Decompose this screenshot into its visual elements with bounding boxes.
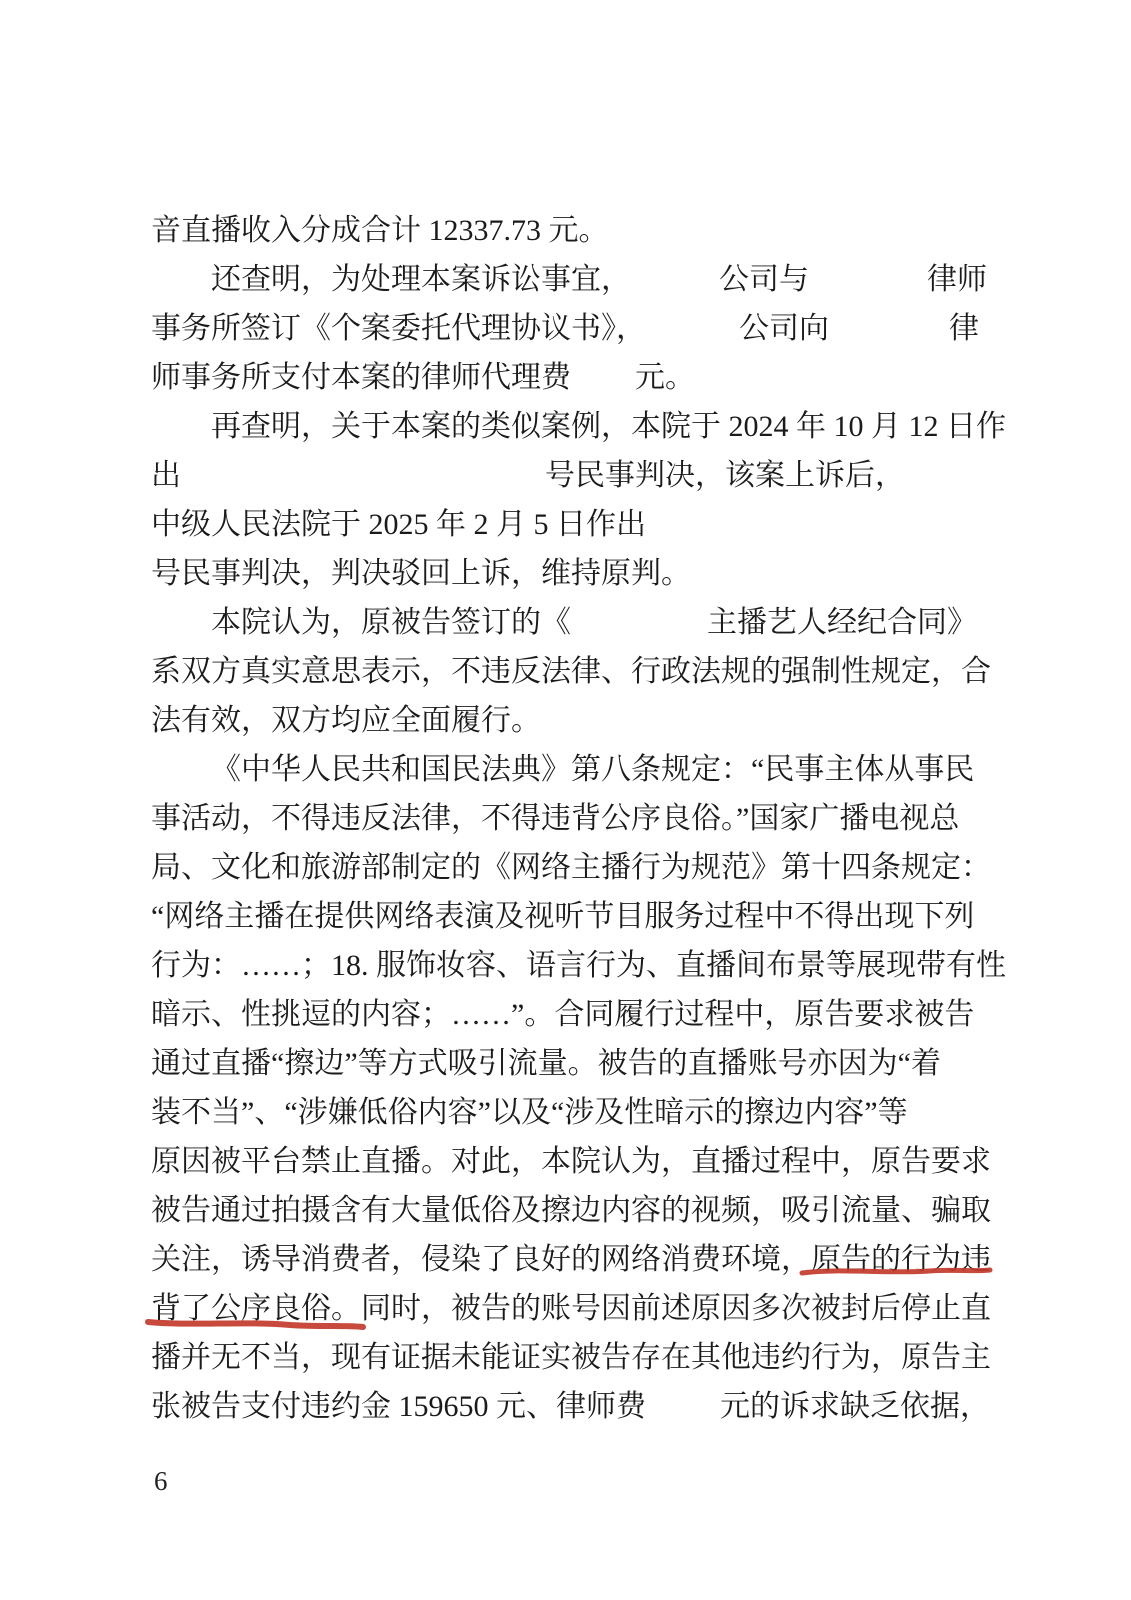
text-line — [151, 1382, 996, 1431]
text-line — [151, 353, 996, 402]
text-segment: 法有效，双方均应全面履行。 — [151, 704, 541, 737]
text-segment: 公司与 — [719, 263, 809, 296]
text-line — [151, 1235, 996, 1284]
redacted-blank — [829, 337, 949, 338]
text-line — [151, 990, 996, 1039]
text-segment: 《中华人民共和国民法典》第八条规定：“民事主体从事民 — [211, 753, 975, 786]
text-segment: 系双方真实意思表示，不违反法律、行政法规的强制性规定，合 — [151, 655, 991, 688]
text-segment: 本院认为，原被告签订的《 — [211, 606, 571, 639]
text-line — [151, 794, 996, 843]
judgment-text-block — [151, 206, 1006, 1431]
text-segment: 号民事判决，该案上诉后， — [545, 459, 905, 492]
text-segment: “网络主播在提供网络表演及视听节目服务过程中不得出现下列 — [151, 900, 975, 933]
text-line — [151, 696, 996, 745]
text-segment: 原因被平台禁止直播。对此，本院认为，直播过程中，原告要求 — [151, 1145, 991, 1178]
page-number: 6 — [154, 1466, 168, 1496]
red-underlined-text: 背了公序良俗。 — [151, 1292, 361, 1325]
text-segment: 暗示、性挑逗的内容；……”。合同履行过程中，原告要求被告 — [151, 998, 975, 1031]
text-line — [151, 892, 996, 941]
text-segment: 还查明，为处理本案诉讼事宜， — [211, 263, 631, 296]
text-line — [151, 1186, 996, 1235]
text-line — [151, 206, 996, 255]
text-segment: 公司向 — [739, 312, 829, 345]
text-segment: 通过直播“擦边”等方式吸引流量。被告的直播账号亦因为“着 — [151, 1047, 941, 1080]
text-line — [151, 451, 996, 500]
text-segment: 关注，诱导消费者，侵染了良好的网络消费环境， — [151, 1243, 811, 1276]
redacted-blank — [181, 484, 545, 485]
text-segment: 律 — [949, 312, 979, 345]
text-segment: 装不当”、“涉嫌低俗内容”以及“涉及性暗示的擦边内容”等 — [151, 1096, 908, 1129]
text-segment: 同时，被告的账号因前述原因多次被封后停止直 — [361, 1292, 991, 1325]
text-line — [151, 1137, 996, 1186]
text-line — [151, 402, 1006, 451]
text-segment: 张被告支付违约金 159650 元、律师费 — [151, 1390, 646, 1423]
redacted-blank — [571, 631, 707, 632]
text-line — [151, 304, 996, 353]
text-segment: 元。 — [635, 361, 695, 394]
text-segment: 中级人民法院于 2025 年 2 月 5 日作出 — [151, 508, 646, 541]
redacted-blank — [571, 386, 635, 387]
redacted-blank — [646, 1415, 720, 1416]
text-segment: 号民事判决，判决驳回上诉，维持原判。 — [151, 557, 691, 590]
text-line — [151, 255, 996, 304]
text-segment: 事活动，不得违反法律，不得违背公序良俗。”国家广播电视总 — [151, 802, 960, 835]
text-line — [151, 745, 996, 794]
redacted-blank — [631, 288, 719, 289]
text-line — [151, 1284, 996, 1333]
text-line — [151, 843, 996, 892]
text-segment: 行为：……；18. 服饰妆容、语言行为、直播间布景等展现带有性 — [151, 949, 1006, 982]
text-segment: 被告通过拍摄含有大量低俗及擦边内容的视频，吸引流量、骗取 — [151, 1194, 991, 1227]
redacted-blank — [809, 288, 927, 289]
text-line — [151, 549, 996, 598]
text-line — [151, 500, 996, 549]
text-line — [151, 647, 996, 696]
text-segment: 元的诉求缺乏依据， — [720, 1390, 990, 1423]
redacted-blank — [646, 337, 739, 338]
text-line — [151, 941, 1006, 990]
text-segment: 律师 — [927, 263, 987, 296]
text-line — [151, 1039, 996, 1088]
text-line — [151, 1333, 996, 1382]
text-segment: 音直播收入分成合计 12337.73 元。 — [151, 214, 609, 247]
text-segment: 局、文化和旅游部制定的《网络主播行为规范》第十四条规定： — [151, 851, 991, 884]
text-segment: 再查明，关于本案的类似案例，本院于 2024 年 10 月 12 日作 — [211, 410, 1006, 443]
text-line — [151, 1088, 996, 1137]
text-segment: 事务所签订《个案委托代理协议书》， — [151, 312, 646, 345]
text-segment: 出 — [151, 459, 181, 492]
text-segment: 播并无不当，现有证据未能证实被告存在其他违约行为，原告主 — [151, 1341, 991, 1374]
red-underlined-text: 原告的行为违 — [811, 1243, 991, 1276]
text-segment: 师事务所支付本案的律师代理费 — [151, 361, 571, 394]
text-segment: 主播艺人经纪合同》 — [707, 606, 977, 639]
text-line — [151, 598, 996, 647]
